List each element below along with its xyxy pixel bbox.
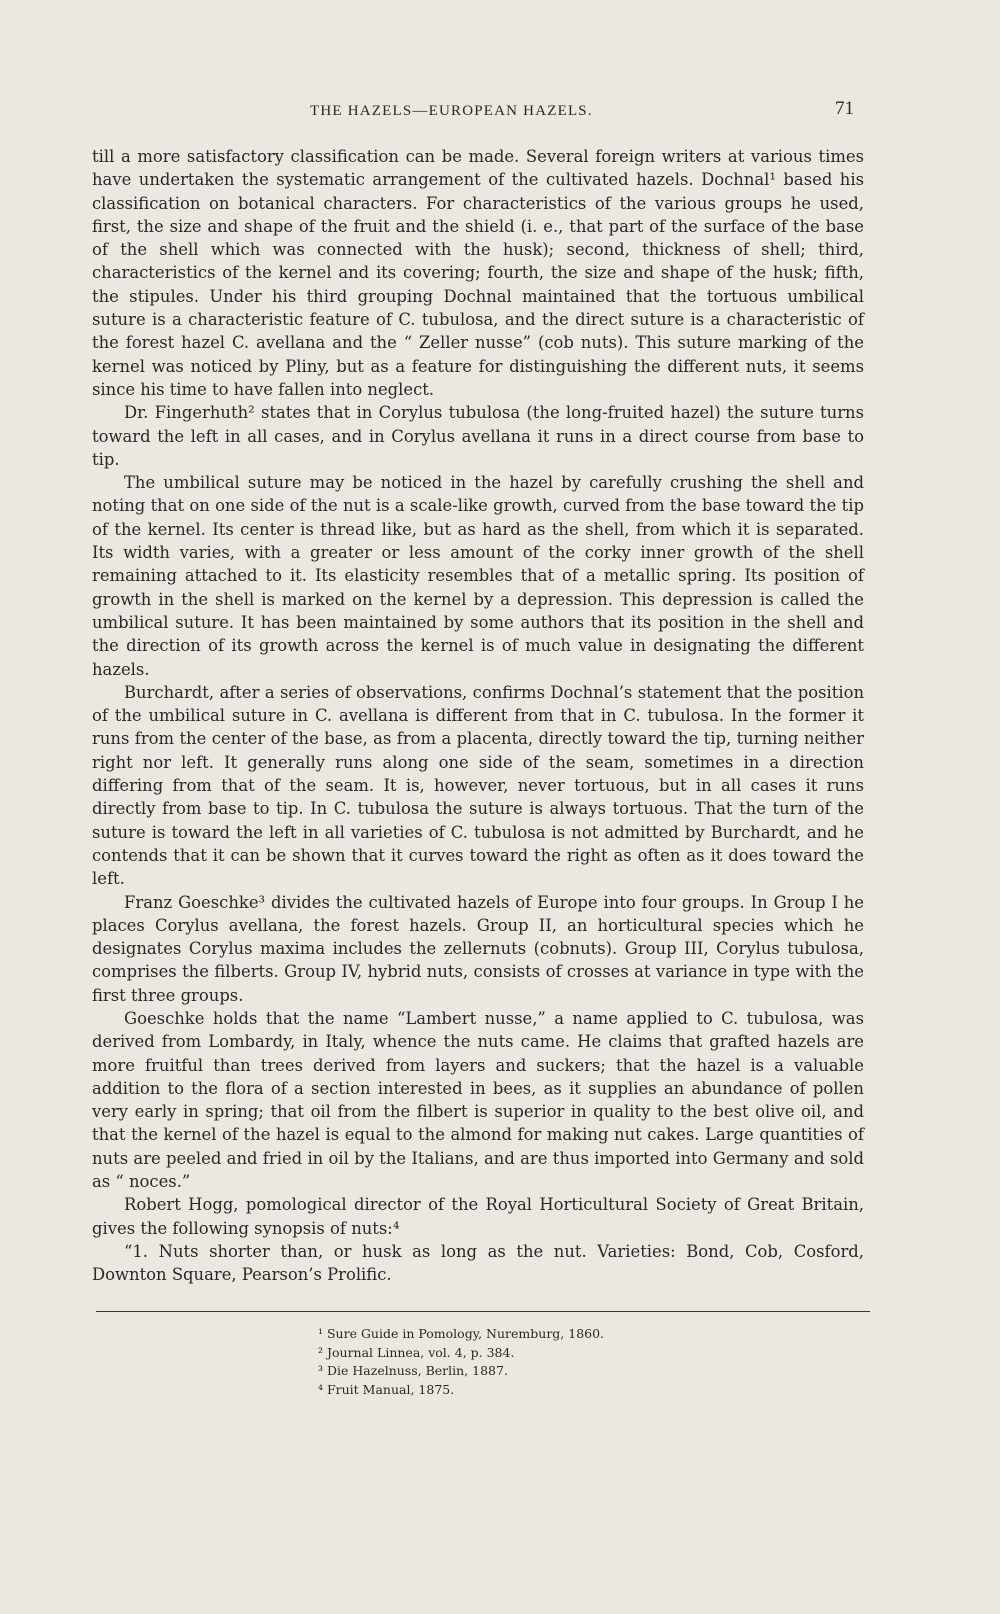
paragraph-2: Dr. Fingerhuth² states that in Corylus tubulosa (the long-fruited hazel) the suture turns toward the left in all cases, and in Corylus avellana it runs in a direct course from base to tip. <box>92 403 864 469</box>
running-head: THE HAZELS—EUROPEAN HAZELS. <box>310 103 593 119</box>
footnote-divider <box>96 1311 870 1312</box>
footnote-3: ³ Die Hazelnuss, Berlin, 1887. <box>318 1363 508 1378</box>
footnotes <box>318 1325 604 1399</box>
footnote-1: ¹ Sure Guide in Pomology, Nuremburg, 1860. <box>318 1326 605 1341</box>
body-text <box>92 145 864 1287</box>
footnote-2: ² Journal Linnea, vol. 4, p. 384. <box>318 1344 515 1360</box>
paragraph-3: The umbilical suture may be noticed in the hazel by carefully crushing the shell and noting that on one side of the nut is a scale-like growth, curved from the base toward the tip of the kernel. Its center is thread like, but as hard as the shell, from which it is separated. Its width varies, with a greater or less amount of the corky inner growth of the shell remaining attached to it. Its elasticity resembles that of a metallic spring. Its position of growth in the shell is marked on the kernel by a depression. This depression is called the umbilical suture. It has been maintained by some authors that its position in the shell and the direction of its growth across the kernel is of much value in designating the different hazels. <box>92 473 864 679</box>
footnote-4: ⁴ Fruit Manual, 1875. <box>318 1381 455 1397</box>
page-number: 71 <box>835 98 854 119</box>
paragraph-6: Goeschke holds that the name “Lambert nusse,” a name applied to C. tubulosa, was derived from Lombardy, in Italy, whence the nuts came. He claims that grafted hazels are more fruitful than trees derived from layers and suckers; that the hazel is a valuable addition to the flora of a section interested in bees, as it supplies an abundance of pollen very early in spring; that oil from the filbert is superior in quality to the best olive oil, and that the kernel of the hazel is equal to the almond for making nut cakes. Large quantities of nuts are peeled and fried in oil by the Italians, and are thus imported into Germany and sold as “ noces.” <box>92 1008 864 1192</box>
paragraph-8: “1. Nuts shorter than, or husk as long as the nut. Varieties: Bond, Cob, Cosford, Downton Square, Pearson’s Prolific. <box>92 1241 864 1285</box>
paragraph-5: Franz Goeschke³ divides the cultivated hazels of Europe into four groups. In Group I he places Corylus avellana, the forest hazels. Group II, an horticultural species which he designates Corylus maxima includes the zellernuts (cobnuts). Group III, Corylus tubulosa, comprises the filberts. Group IV, hybrid nuts, consists of crosses at variance in type with the first three groups. <box>92 892 864 1005</box>
paragraph-4: Burchardt, after a series of observations, confirms Dochnal’s statement that the position of the umbilical suture in C. avellana is different from that in C. tubulosa. In the former it runs from the center of the base, as from a placenta, directly toward the tip, turning neither right nor left. It generally runs along one side of the seam, sometimes in a direction differing from that of the seam. It is, however, never tortuous, but in all cases it runs directly from base to tip. In C. tubulosa the suture is always tortuous. That the turn of the suture is toward the left in all varieties of C. tubulosa is not admitted by Burchardt, and he contends that it can be shown that it curves toward the right as often as it does toward the left. <box>92 682 864 889</box>
paragraph-1: till a more satisfactory classification can be made. Several foreign writers at various times have undertaken the systematic arrangement of the cultivated hazels. Dochnal¹ based his classification on botanical characters. For characteristics of the various groups he used, first, the size and shape of the fruit and the shield (i. e., that part of the surface of the base of the shell which was connected with the husk); second, thickness of shell; third, characteristics of the kernel and its covering; fourth, the size and shape of the husk; fifth, the stipules. Under his third grouping Dochnal maintained that the tortuous umbilical suture is a characteristic feature of C. tubulosa, and the direct suture is a characteristic of the forest hazel C. avellana and the “ Zeller nusse” (cob nuts). This suture marking of the kernel was noticed by Pliny, but as a feature for distinguishing the different nuts, it seems since his time to have fallen into neglect. <box>92 147 864 399</box>
paragraph-7: Robert Hogg, pomological director of the Royal Horticultural Society of Great Britain, gives the following synopsis of nuts:⁴ <box>92 1195 864 1238</box>
